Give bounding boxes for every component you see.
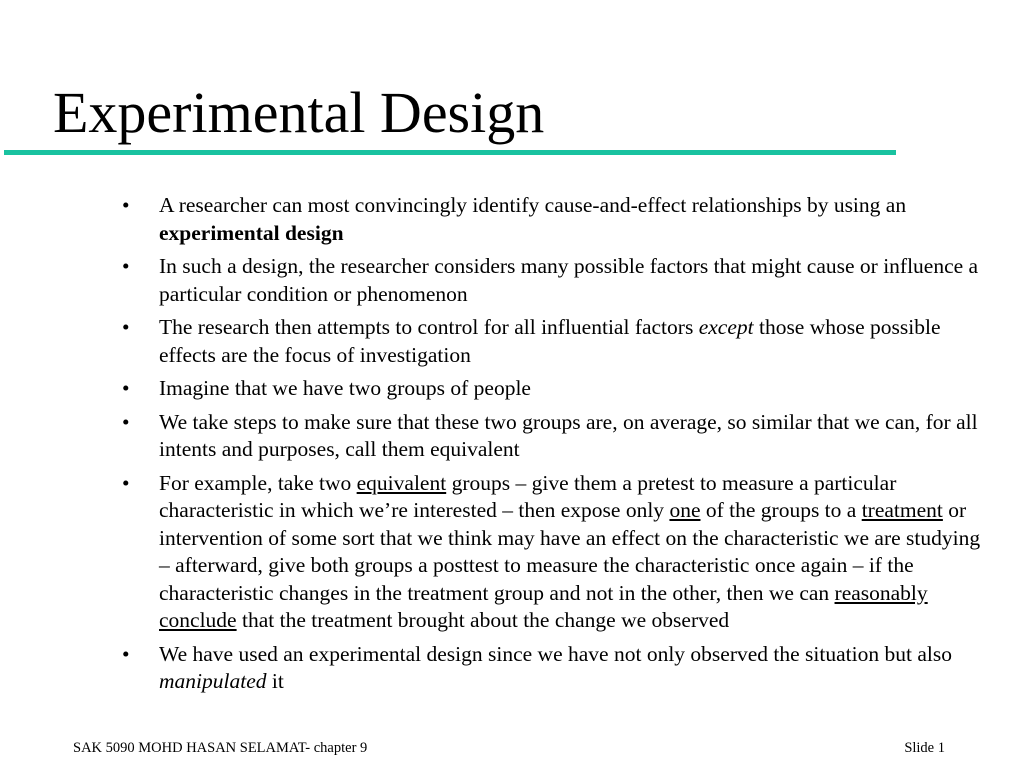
bullet-text: groups – give them a pretest to measure a particular characteristic in which we’re interested – then expose only xyxy=(159,470,897,522)
bullet-item xyxy=(112,470,982,635)
bullet-marker: • xyxy=(122,641,130,666)
footer-slide-number: Slide 1 xyxy=(904,740,945,756)
bullet-item xyxy=(112,192,982,247)
bullet-text: We take steps to make sure that these two groups are, on average, so similar that we can, for all intents and purposes, call them equivalent xyxy=(159,409,978,461)
footer-course-label: SAK 5090 MOHD HASAN SELAMAT- chapter 9 xyxy=(73,740,368,756)
bullet-marker: • xyxy=(122,376,130,400)
bullet-marker: • xyxy=(122,409,130,434)
bullet-marker: • xyxy=(122,254,130,278)
bullet-item xyxy=(112,253,982,308)
slide-title: Experimental Design xyxy=(53,80,545,145)
bullet-text: that the treatment brought about the change we observed xyxy=(236,608,730,632)
bullet-text-underline: treatment xyxy=(861,498,943,522)
bullet-text-italic: manipulated xyxy=(159,669,267,693)
bullet-item xyxy=(112,641,982,696)
bullet-text: or intervention of some sort that we think may have an effect on the characteristic we are studying – afterward, give both groups a posttest to measure the characteristic once again – if the characteristic changes in the treatment group and not in the other, then we can xyxy=(159,498,981,605)
bullet-text-underline: equivalent xyxy=(356,470,447,495)
bullet-text: Imagine that we have two groups of people xyxy=(159,376,531,400)
bullet-text: of the groups to a xyxy=(700,498,862,522)
title-underline-rule xyxy=(4,150,896,155)
bullet-text: A researcher can most convincingly identify cause-and-effect relationships by using an xyxy=(159,193,907,217)
bullet-marker: • xyxy=(122,315,130,339)
bullet-item xyxy=(112,314,982,369)
bullet-text: it xyxy=(266,669,284,693)
bullet-text: The research then attempts to control for all influential factors xyxy=(159,315,699,339)
bullet-text-bold: experimental design xyxy=(159,220,344,245)
bullet-text: We have used an experimental design since we have not only observed the situation but also xyxy=(159,641,952,666)
bullet-text-italic: except xyxy=(698,315,754,339)
bullet-text: For example, take two xyxy=(159,470,357,495)
bullet-marker: • xyxy=(122,470,130,495)
bullet-text: In such a design, the researcher considers many possible factors that might cause or influence a particular condition or phenomenon xyxy=(159,254,979,306)
bullet-text-underline: one xyxy=(669,498,701,522)
bullet-list xyxy=(112,192,982,702)
bullet-item xyxy=(112,409,982,464)
bullet-marker: • xyxy=(122,193,130,217)
bullet-text-underline: reasonably conclude xyxy=(159,580,928,632)
bullet-text: those whose possible effects are the focus of investigation xyxy=(159,315,941,367)
bullet-item xyxy=(112,375,982,403)
